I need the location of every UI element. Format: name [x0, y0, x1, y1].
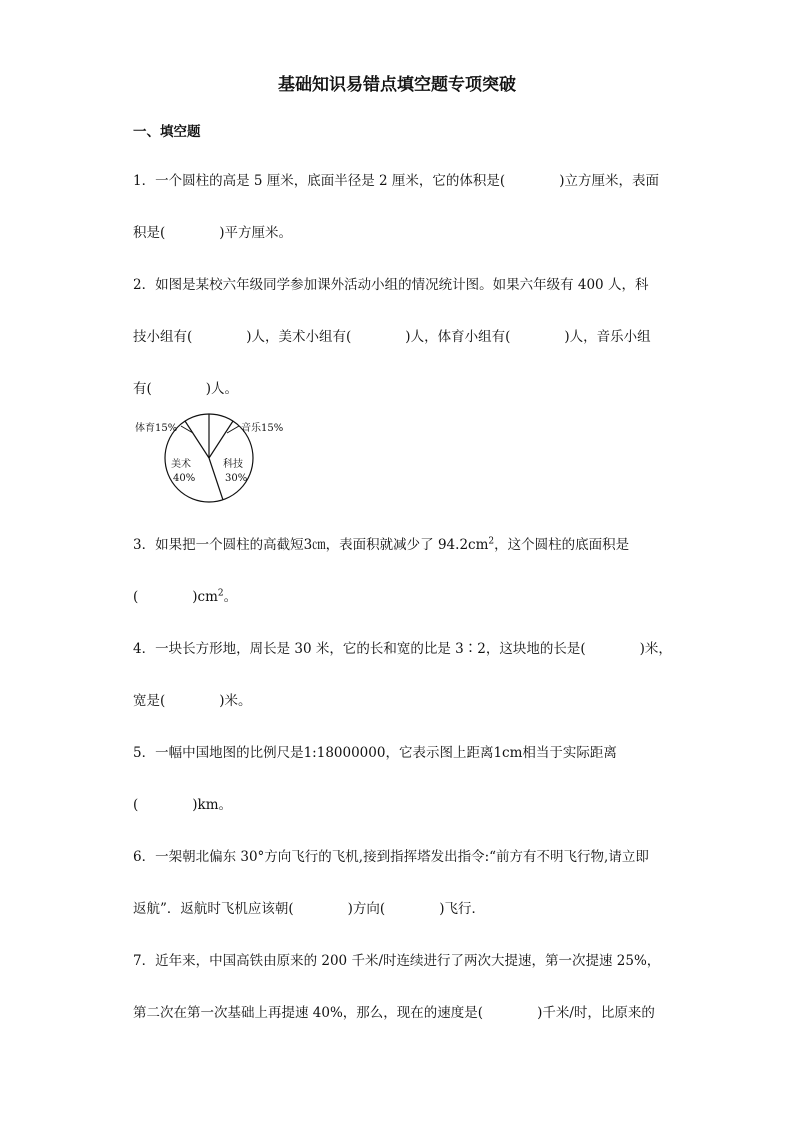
question-2-line-1: 2．如图是某校六年级同学参加课外活动小组的情况统计图。如果六年级有 400 人，科 [133, 277, 649, 293]
q3-text-b: ( )cm [133, 589, 218, 605]
q3-sup-b: 2 [217, 588, 224, 599]
label-keji-value: 30% [225, 473, 248, 484]
q3-text-a2: ，这个圆柱的底面积是 [494, 537, 630, 553]
question-5-line-1: 5．一幅中国地图的比例尺是1:18000000，它表示图上距离1cm相当于实际距离 [133, 745, 617, 761]
question-3-line-2 [133, 587, 673, 607]
label-keji-name: 科技 [223, 459, 243, 470]
divider-center-right [209, 421, 233, 458]
divider-center-left [185, 421, 209, 458]
question-1-line-2: 积是( )平方厘米。 [133, 225, 293, 241]
q3-text-a: 3．如果把一个圆柱的高截短3㎝，表面积就减少了 94.2cm [133, 537, 489, 553]
question-7-line-1: 7．近年来，中国高铁由原来的 200 千米/时连续进行了两次大提速，第一次提速 25%， [133, 953, 661, 969]
question-3-line-1 [133, 535, 673, 555]
q3-sup-a: 2 [488, 536, 495, 547]
section-heading: 一、填空题 [133, 124, 201, 140]
label-meishu-name: 美术 [171, 459, 191, 470]
question-5-line-2: ( )km。 [133, 797, 233, 813]
question-2-line-3: 有( )人。 [133, 381, 239, 397]
divider-center-bottom [209, 458, 223, 500]
question-4-line-1: 4．一块长方形地，周长是 30 米，它的长和宽的比是 3∶2，这块地的长是( )米， [133, 641, 672, 657]
page-title: 基础知识易错点填空题专项突破 [278, 75, 516, 95]
label-tiyu: 体育15% [135, 423, 178, 434]
question-2-line-2: 技小组有( )人，美术小组有( )人，体育小组有( )人，音乐小组 [133, 329, 651, 345]
question-6-line-2: 返航”．返航时飞机应该朝( )方向( )飞行． [133, 901, 485, 917]
pie-chart [133, 412, 293, 504]
question-4-line-2: 宽是( )米。 [133, 693, 252, 709]
q3-text-b2: 。 [223, 589, 238, 605]
question-6-line-1: 6．一架朝北偏东 30°方向飞行的飞机,接到指挥塔发出指令:“前方有不明飞行物,请立即 [133, 849, 649, 865]
label-yinyue: 音乐15% [241, 423, 284, 434]
question-1-line-1: 1．一个圆柱的高是 5 厘米，底面半径是 2 厘米，它的体积是( )立方厘米，表面 [133, 173, 659, 189]
question-7-line-2: 第二次在第一次基础上再提速 40%，那么，现在的速度是( )千米/时，比原来的 [133, 1005, 655, 1021]
label-meishu-value: 40% [173, 473, 196, 484]
